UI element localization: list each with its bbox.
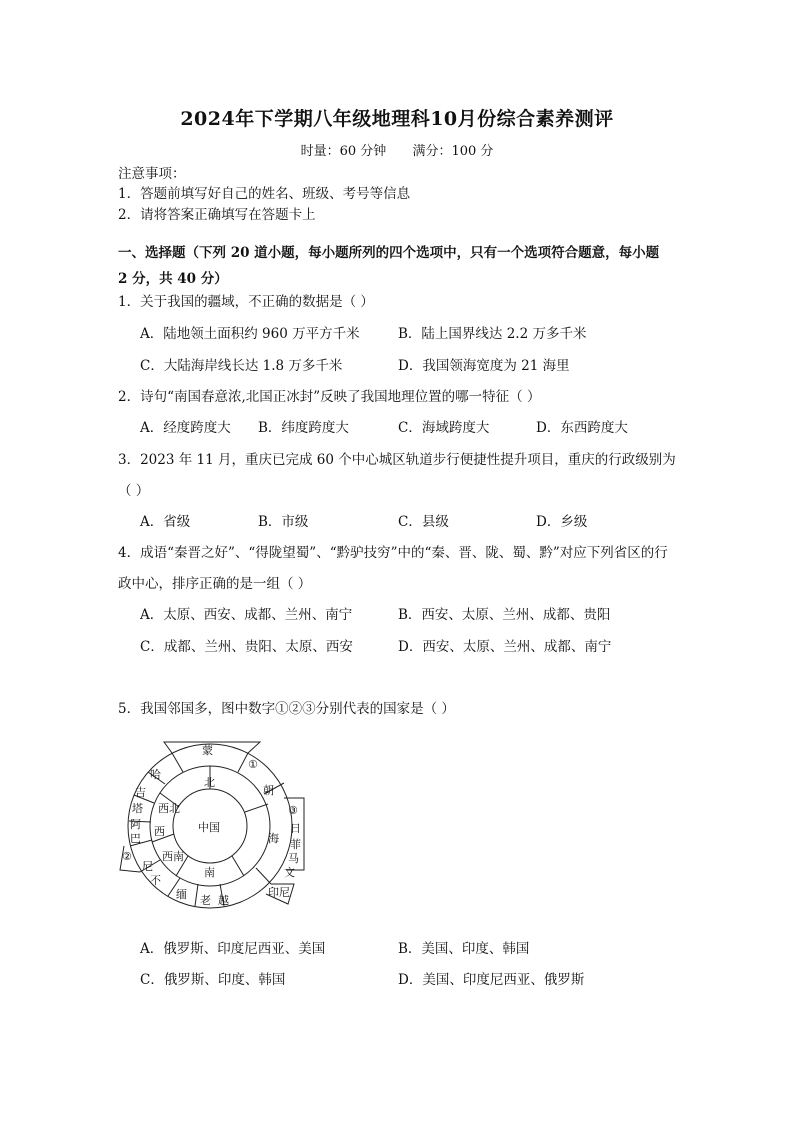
section-heading [118, 240, 678, 292]
question-stem: （ ） [118, 483, 150, 499]
option-c[interactable]: C．海域跨度大 [398, 420, 490, 436]
neighbors-diagram [118, 738, 318, 914]
option-a[interactable]: A．陆地领土面积约 960 万平方千米 [140, 326, 360, 342]
option-c[interactable]: C．大陆海岸线长达 1.8 万多千米 [140, 358, 343, 374]
neighbor-label: 阿 [130, 818, 141, 831]
option-a[interactable]: A．经度跨度大 [140, 420, 231, 436]
question-stem: 5．我国邻国多，图中数字①②③分别代表的国家是（ ） [118, 701, 455, 717]
neighbor-label: 朝 [263, 784, 274, 797]
neighbor-label: 吉 [135, 786, 146, 799]
option-a[interactable]: A．俄罗斯、印度尼西亚、美国 [140, 941, 326, 957]
region-label: 西南 [162, 850, 184, 863]
option-b[interactable]: B．美国、印度、韩国 [398, 941, 530, 957]
question-stem: 3．2023 年 11 月，重庆已完成 60 个中心城区轨道步行便捷性提升项目，重庆的行政级别为 [118, 452, 676, 468]
neighbor-label: 塔 [132, 802, 143, 815]
neighbor-label: ③ [288, 804, 298, 817]
exam-score: 满分：100 分 [412, 144, 494, 159]
section-heading-line: 一、选择题（下列 20 道小题，每小题所列的四个选项中，只有一个选项符合题意，每小题 [118, 245, 660, 261]
notes-item: 2．请将答案正确填写在答题卡上 [118, 207, 316, 223]
option-d[interactable]: D．东西跨度大 [536, 420, 628, 436]
option-b[interactable]: B．纬度跨度大 [258, 420, 349, 436]
option-d[interactable]: D．西安、太原、兰州、成都、南宁 [398, 639, 612, 655]
neighbor-label: 马 [288, 852, 299, 865]
exam-meta [0, 140, 794, 159]
option-b[interactable]: B．市级 [258, 514, 309, 530]
question-stem: 4．成语“秦晋之好”、“得陇望蜀”、“黔驴技穷”中的“秦、晋、陇、蜀、黔”对应下列省区的行 [118, 545, 668, 561]
option-a[interactable]: A．省级 [140, 514, 191, 530]
region-label: 西北 [158, 802, 180, 815]
neighbor-label: 不 [150, 874, 161, 887]
question-stem: 政中心，排序正确的是一组（ ） [118, 576, 312, 592]
neighbor-label: ② [122, 850, 132, 863]
neighbor-label: 蒙 [202, 744, 213, 757]
region-label: 南 [204, 866, 215, 879]
neighbor-label: 文 [284, 866, 295, 879]
option-c[interactable]: C．县级 [398, 514, 449, 530]
neighbor-label: ① [248, 758, 258, 771]
region-label: 西 [154, 825, 165, 838]
neighbor-label: 菲 [290, 838, 301, 851]
neighbor-label: 哈 [150, 768, 161, 781]
option-d[interactable]: D．乡级 [536, 514, 588, 530]
option-c[interactable]: C．成都、兰州、贵阳、太原、西安 [140, 639, 353, 655]
question-stem: 1．关于我国的疆域，不正确的数据是（ ） [118, 294, 374, 310]
section-heading-line: 2 分，共 40 分） [118, 271, 228, 287]
option-b[interactable]: B．西安、太原、兰州、成都、贵阳 [398, 607, 611, 623]
option-d[interactable]: D．我国领海宽度为 21 海里 [398, 358, 570, 374]
region-label: 北 [204, 776, 215, 789]
region-label: 海 [268, 832, 279, 845]
neighbor-label: 印尼 [268, 886, 290, 899]
center-label: 中国 [198, 821, 220, 834]
question-stem: 2．诗句“南国春意浓,北国正冰封”反映了我国地理位置的哪一特征（ ） [118, 389, 541, 405]
neighbor-label: 巴 [130, 832, 141, 845]
neighbor-label: 尼 [142, 860, 153, 873]
notes-item: 1．答题前填写好自己的姓名、班级、考号等信息 [118, 186, 411, 202]
neighbor-label: 缅 [176, 888, 187, 901]
option-b[interactable]: B．陆上国界线达 2.2 万多千米 [398, 326, 587, 342]
neighbor-label: 越 [218, 894, 229, 907]
notes-heading: 注意事项： [118, 166, 186, 182]
option-a[interactable]: A．太原、西安、成都、兰州、南宁 [140, 607, 353, 623]
neighbor-label: 日 [290, 822, 301, 835]
neighbor-label: 老 [200, 894, 211, 907]
exam-title: 2024年下学期八年级地理科10月份综合素养测评 [180, 108, 614, 130]
exam-time: 时量：60 分钟 [300, 144, 387, 159]
option-d[interactable]: D．美国、印度尼西亚、俄罗斯 [398, 972, 585, 988]
option-c[interactable]: C．俄罗斯、印度、韩国 [140, 972, 286, 988]
